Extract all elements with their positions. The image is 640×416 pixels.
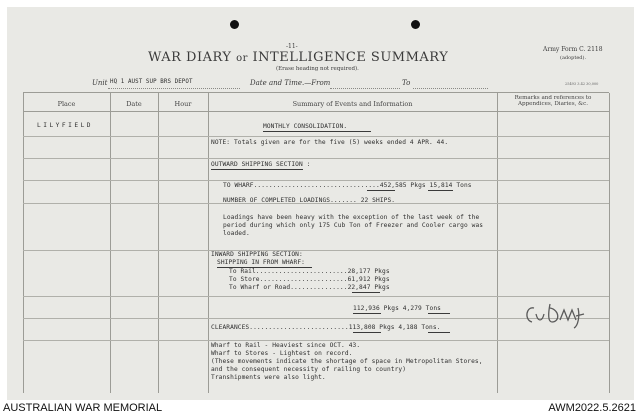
row-rule-1 [23,136,609,137]
column-header-date: Date [126,100,142,108]
subtotal-tons-underline [428,313,450,314]
date-hour-divider [158,93,159,393]
summary-remarks-divider [497,93,498,393]
loadings-line-3: loaded. [223,230,250,237]
hour-summary-divider [208,93,209,393]
remark-line-1: Wharf to Rail - Heaviest since OCT. 43. [211,342,361,349]
punch-hole-right [411,20,420,29]
title-war-diary: WAR DIARY [148,50,232,65]
remark-line-4: and the consequent necessity of railing to country) [211,366,407,373]
inward-shipping-heading: INWARD SHIPPING SECTION: [211,251,303,258]
clearances-tons-underline [428,332,450,333]
note-line: NOTE: Totals given are for the five (5) weeks ended 4 APR. 44. [211,139,449,146]
from-dotted-line [330,88,400,90]
column-header-remarks [497,95,609,107]
page-number: -11- [286,43,298,50]
summary-heading-underline [263,131,371,132]
to-rail-line: To Rail........................28,177 Pkgs [229,268,390,275]
outward-shipping-heading: OUTWARD SHIPPING SECTION : [211,161,311,168]
to-wharf-pkgs-underline [367,190,395,191]
footer-reference: AWM2022.5.2621 [548,402,636,414]
row-rule-2 [23,158,609,159]
row-rule-8 [23,340,609,341]
title-intelligence-summary: INTELLIGENCE SUMMARY [252,50,449,65]
print-code: 25493 3.42 30,000 [565,82,599,86]
place-entry: LILYFIELD [37,122,94,129]
archive-footer [0,400,640,416]
remarks-header-line-1: Remarks and references to [514,95,592,101]
completed-loadings-line: NUMBER OF COMPLETED LOADINGS....... 22 SHIPS. [223,197,396,204]
column-header-place: Place [57,100,76,108]
to-wharf-tons-underline [428,190,453,191]
table-right-rule [609,93,610,393]
row-rule-3 [23,180,609,181]
unit-dotted-line [108,88,240,90]
column-header-hour: Hour [174,100,192,108]
remark-line-2: Wharf to Stores - Lightest on record. [211,350,353,357]
to-wharf-line: TO WHARF.................................452,585 Pkgs 15,814 Tons [223,182,472,189]
table-left-rule [23,93,24,393]
handwritten-signature [520,292,590,332]
summary-heading: MONTHLY CONSOLIDATION. [263,123,348,130]
to-wharf-road-underline [352,292,380,293]
footer-institution: AUSTRALIAN WAR MEMORIAL [3,402,163,414]
subtotal-pkgs-underline [353,313,381,314]
unit-label: Unit [92,79,108,87]
loadings-line-1: Loadings have been heavy with the exception of the last week of the [223,214,480,221]
form-subtitle: (Erase heading not required). [276,66,359,72]
remark-line-5: Transhipments were also light. [211,374,326,381]
unit-value: HQ 1 AUST SUP BRS DEPOT [110,79,193,85]
clearances-pkgs-underline [353,332,381,333]
remark-line-3: (These movements indicate the shortage of space in Metropolitan Stores, [211,358,483,365]
subtotal-line: 112,936 Pkgs 4,279 Tons [353,305,441,312]
to-wharf-road-line: To Wharf or Road...............22,847 Pkgs [229,284,390,291]
remarks-header-line-2: Appendices, Diaries, &c. [517,101,589,107]
column-header-summary: Summary of Events and Information [292,100,413,108]
form-title [148,50,448,65]
shipping-in-heading: SHIPPING IN FROM WHARF: [217,259,305,266]
row-rule-5 [23,250,609,251]
to-label: To [402,79,411,87]
to-store-line: To Store.......................61,912 Pkgs [229,276,390,283]
place-date-divider [110,93,111,393]
clearances-line: CLEARANCES..........................113,808 Pkgs 4,188 Tons. [211,324,441,331]
army-form-adopted: (adopted). [560,55,587,61]
loadings-line-2: period during which only 175 Cub Ton of Freezer and Cooler cargo was [223,222,484,229]
punch-hole-left [230,20,239,29]
outward-heading-underline [211,169,303,170]
date-time-label: Date and Time.—From [250,79,331,87]
title-or: or [236,53,248,64]
to-dotted-line [413,88,488,90]
army-form-number: Army Form C. 2118 [543,46,603,53]
